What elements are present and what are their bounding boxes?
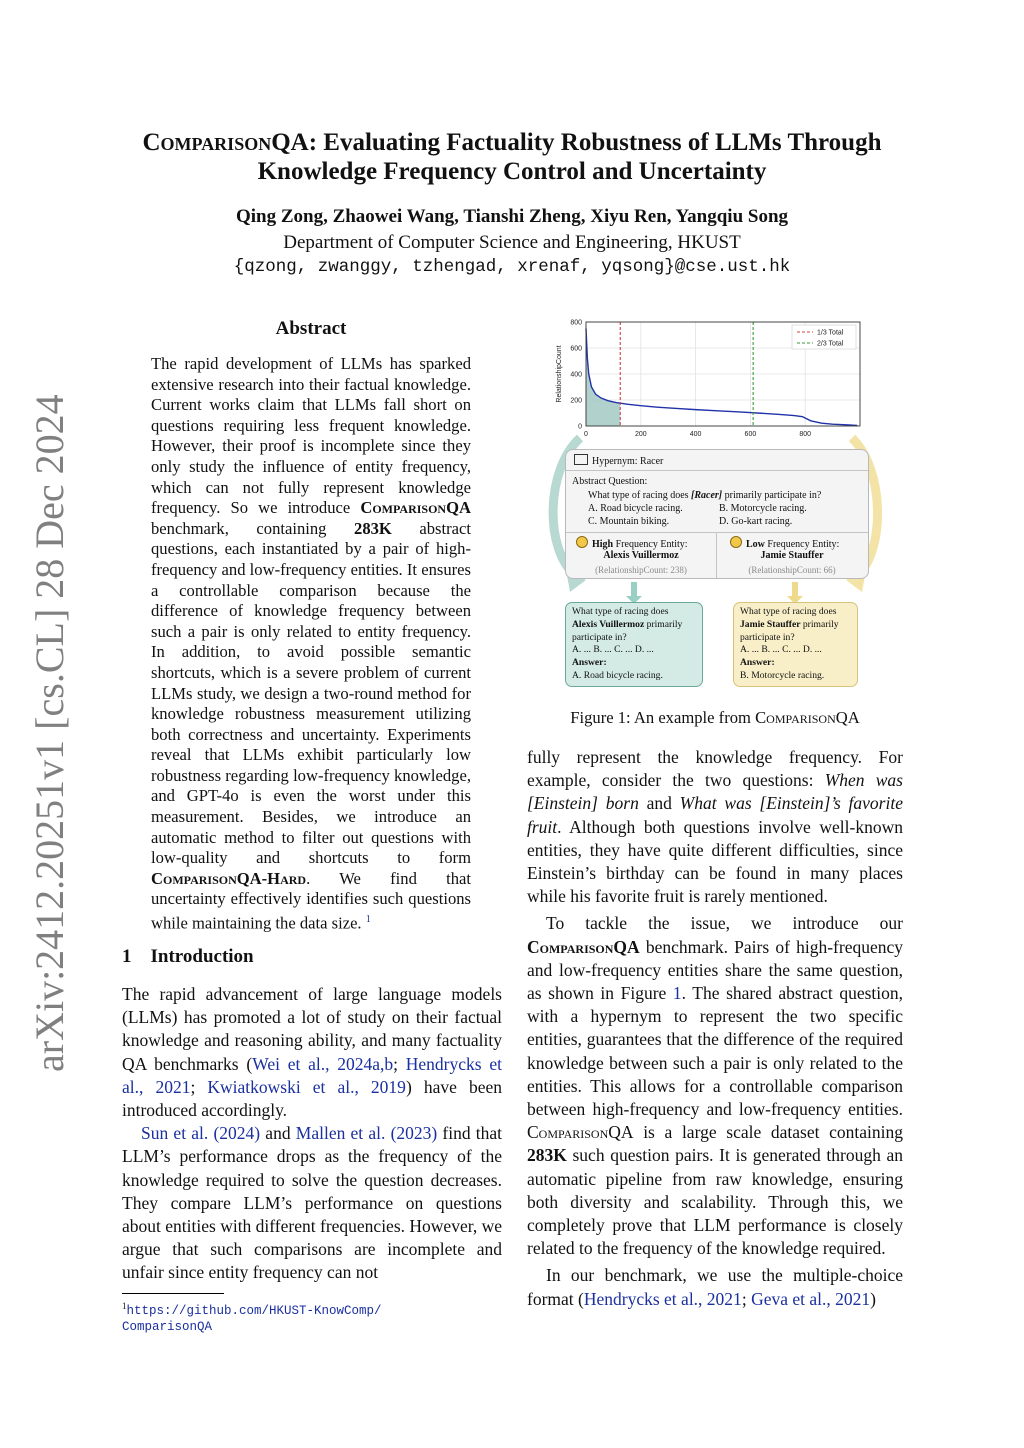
abstract-question-box xyxy=(565,449,869,579)
lf-options: A. ... B. ... C. ... D. ... xyxy=(740,644,822,656)
title-line1: : Evaluating Factuality Robustness of LLMs Through xyxy=(308,129,882,156)
hf-entity: Alexis Vuillermoz xyxy=(572,618,645,630)
x-tick-label: 800 xyxy=(799,431,812,438)
citation-link[interactable]: Hendrycks et al., 2021 xyxy=(122,1053,502,1097)
low-label-bold: Low xyxy=(746,539,765,550)
affiliation: Department of Computer Science and Engineering, HKUST xyxy=(283,232,741,253)
caption-benchmark-name: ComparisonQA xyxy=(755,708,860,727)
section-number: 1 xyxy=(122,946,132,967)
high-frequency-question-box xyxy=(565,602,703,687)
x-tick-label: 600 xyxy=(744,431,757,438)
figure-caption xyxy=(527,708,903,728)
hypernym-tag: [Racer] xyxy=(691,490,723,501)
smile-icon xyxy=(576,536,588,548)
intro-paragraph-1 xyxy=(122,983,502,1122)
footnote-url[interactable]: https://github.com/HKUST-KnowComp/ xyxy=(126,1304,382,1319)
divider xyxy=(566,532,868,533)
high-frequency-label xyxy=(576,536,688,550)
low-label-rest: Frequency Entity: xyxy=(764,539,840,550)
citation-separator: ; xyxy=(741,1288,752,1309)
lf-entity: Jamie Stauffer xyxy=(740,618,801,630)
example-question-1: When was [Einstein] born xyxy=(527,770,903,814)
intro-text: The rapid advancement of large language models (LLMs) has promoted a lot of study on their factual knowledge and reasoning ability, and many factuality QA benchmarks ( xyxy=(122,984,502,1074)
section-title: Introduction xyxy=(150,946,254,967)
paper-title xyxy=(100,128,924,186)
low-entity-name: Jamie Stauffer xyxy=(760,550,824,561)
divider xyxy=(566,470,868,471)
abstract-text-2: benchmark, containing xyxy=(151,518,355,538)
y-tick-label: 200 xyxy=(570,397,582,405)
right-text: such question pairs. It is generated through an automatic pipeline from raw knowledge, ensuring both diversity and scalability. Through this, we completely prove that LLM performance is closely related to the frequency of the knowledge required. xyxy=(527,1145,903,1259)
x-tick-label: 0 xyxy=(584,431,588,438)
abstract-count: 283K xyxy=(354,518,392,538)
right-text: is a large scale dataset containing xyxy=(633,1122,903,1143)
citation-separator: ; xyxy=(190,1076,208,1097)
hypernym-label: Hypernym: Racer xyxy=(592,456,664,467)
question-part: What type of racing does xyxy=(588,490,692,501)
abstract-text-3: abstract questions, each instantiated by a pair of high-frequency and low-frequency entities. It ensures a controllable comparison because the difference of knowledge frequency between such a pair is only related to entity frequency. In addition, to avoid possible semantic shortcuts, which is a severe problem of current LLMs study, we design a two-round method for knowledge robustness measurement utilizing both correctness and uncertainty. Experiments reveal that LLMs exhibit particularly low robustness regarding low-frequency knowledge, and GPT-4o is even the worst under this measurement. Besides, we introduce an automatic method to filter out questions with low-quality and shortcuts to form xyxy=(151,518,471,868)
hf-question-line: What type of racing does xyxy=(572,606,669,617)
option-a: A. Road bicycle racing. xyxy=(588,503,683,514)
intro-text: and xyxy=(260,1123,296,1144)
citation-year-link[interactable]: (2023) xyxy=(390,1123,438,1144)
author-list: Qing Zong, Zhaowei Wang, Tianshi Zheng, Xiyu Ren, Yangqiu Song xyxy=(235,206,789,227)
benchmark-name: ComparisonQA xyxy=(527,936,640,957)
x-tick-label: 400 xyxy=(689,431,702,438)
footnote xyxy=(122,1298,382,1335)
abstract-question-label: Abstract Question: xyxy=(572,476,648,487)
option-d: D. Go-kart racing. xyxy=(719,516,793,527)
abstract-paragraph xyxy=(151,354,471,934)
monitor-icon xyxy=(574,454,588,465)
right-text: To tackle the issue, we introduce our xyxy=(546,913,903,934)
citation-link[interactable]: Kwiatkowski et al., 2019 xyxy=(207,1076,406,1097)
arxiv-stamp: arXiv:2412.20251v1 [cs.CL] 28 Dec 2024 xyxy=(27,394,72,1072)
lf-answer-label: Answer: xyxy=(740,657,775,669)
right-text: In our benchmark, we use the multiple-choice format ( xyxy=(527,1265,903,1309)
low-entity-count: (RelationshipCount: 66) xyxy=(748,565,836,575)
title-benchmark-name: ComparisonQA xyxy=(142,129,309,156)
lf-question-rest: primarily participate in? xyxy=(740,618,839,643)
benchmark-name: ComparisonQA xyxy=(527,1122,634,1143)
abstract-text-1: The rapid development of LLMs has sparked extensive research into their factual knowledge. Current works claim that LLMs fall short on questions requiring less frequent knowledge. However, their proof is incomplete since they only study the influence of entity frequency, which can not fully represent knowledge frequency. So we introduce xyxy=(151,354,471,518)
lf-answer: B. Motorcycle racing. xyxy=(740,669,825,681)
shaded-area xyxy=(586,329,620,427)
high-label-bold: High xyxy=(592,539,614,550)
example-question-2: What was [Einstein]’s favorite fruit xyxy=(527,793,903,837)
figure-reference-link[interactable]: 1 xyxy=(672,983,682,1004)
right-text: . Although both questions involve well-known entities, they have quite different difficulties, since Einstein’s birthday can be found in many places while his favorite fruit is rarely mentioned. xyxy=(527,816,903,907)
abstract-text-4: . We find that uncertainty effectively identifies such questions while maintaining the data size. xyxy=(151,868,471,933)
hf-answer-label: Answer: xyxy=(572,657,607,669)
introduction-body xyxy=(122,983,502,1285)
right-text: . The shared abstract question, with a hypernym to represent the two specific entities, guarantees that the difference of the required knowledge between such a pair is only related to the entities. This allows for a controllable comparison between high-frequency and low-frequency entities. xyxy=(527,983,904,1120)
footnote-url-continued[interactable]: ComparisonQA xyxy=(122,1320,213,1335)
right-column-body xyxy=(527,746,903,1311)
y-tick-label: 0 xyxy=(578,423,582,431)
high-entity-name: Alexis Vuillermoz xyxy=(603,550,679,561)
question-part: primarily participate in? xyxy=(722,490,822,501)
right-text: ) xyxy=(870,1288,876,1309)
intro-text: find that LLM’s performance drops as the frequency of the knowledge required to solve the question decreases. They compare LLM’s performance on questions about entities with different frequencies. However, we argue that such comparisons are incomplete and unfair since entity frequency can not xyxy=(122,1123,503,1283)
citation-link[interactable]: Geva et al., 2021 xyxy=(751,1288,871,1309)
y-axis-label: RelationshipCount xyxy=(556,345,563,403)
y-tick-label: 600 xyxy=(570,345,582,353)
hf-options: A. ... B. ... C. ... D. ... xyxy=(572,644,654,656)
abstract-heading: Abstract xyxy=(275,318,347,339)
footnote-rule xyxy=(122,1293,224,1294)
lf-question-line: What type of racing does xyxy=(740,606,837,617)
intro-paragraph-2 xyxy=(122,1122,502,1284)
hf-answer: A. Road bicycle racing. xyxy=(572,669,663,681)
abstract-benchmark-name: ComparisonQA xyxy=(360,498,471,518)
lf-question-entity-line xyxy=(740,619,851,645)
frequency-chart xyxy=(552,318,872,444)
hypernym-row xyxy=(574,454,663,467)
right-paragraph-2 xyxy=(527,912,903,1260)
unsure-face-icon xyxy=(730,536,742,548)
citation-link[interactable]: Wei et al., 2024a,b xyxy=(252,1053,394,1074)
citation-separator: ; xyxy=(393,1053,406,1074)
legend-label: 1/3 Total xyxy=(817,329,844,337)
right-paragraph-3 xyxy=(527,1264,903,1310)
abstract-hard-name: ComparisonQA-Hard xyxy=(151,868,307,888)
footnote-marker[interactable]: 1 xyxy=(365,914,371,926)
title-line2: Knowledge Frequency Control and Uncertainty xyxy=(257,158,767,185)
y-tick-label: 800 xyxy=(570,319,582,327)
citation-year-link[interactable]: (2024) xyxy=(213,1123,261,1144)
right-paragraph-1 xyxy=(527,746,903,908)
legend-label: 2/3 Total xyxy=(817,340,844,348)
low-frequency-label xyxy=(730,536,839,550)
right-text: fully represent the knowledge frequency. For example, consider the two questions: xyxy=(527,747,903,791)
footnote-number: 1 xyxy=(122,1301,127,1311)
caption-text: Figure 1: An example from xyxy=(570,708,756,727)
pair-count: 283K xyxy=(527,1145,567,1166)
high-entity-count: (RelationshipCount: 238) xyxy=(595,565,687,575)
section-heading-introduction xyxy=(122,946,254,968)
hf-question-entity-line xyxy=(572,619,696,645)
right-text: and xyxy=(638,793,680,814)
abstract-question-text xyxy=(588,490,821,501)
citation-link[interactable]: Sun et al. xyxy=(141,1123,209,1144)
citation-link[interactable]: Mallen et al. xyxy=(295,1123,386,1144)
right-text: benchmark. Pairs of high-frequency and low-frequency entities share the same question, as shown in Figure xyxy=(527,936,903,1004)
low-frequency-question-box xyxy=(733,602,858,687)
intro-text: ) have been introduced accordingly. xyxy=(122,1076,502,1121)
option-b: B. Motorcycle racing. xyxy=(719,503,807,514)
option-c: C. Mountain biking. xyxy=(588,516,670,527)
y-tick-label: 400 xyxy=(570,371,582,379)
hf-question-rest: primarily participate in? xyxy=(572,618,683,643)
citation-link[interactable]: Hendrycks et al., 2021 xyxy=(583,1288,742,1309)
abstract-body xyxy=(151,354,471,934)
high-label-rest: Frequency Entity: xyxy=(613,539,688,550)
author-emails: {qzong, zwanggy, tzhengad, xrenaf, yqsong}@cse.ust.hk xyxy=(233,257,791,277)
x-tick-label: 200 xyxy=(634,431,647,438)
